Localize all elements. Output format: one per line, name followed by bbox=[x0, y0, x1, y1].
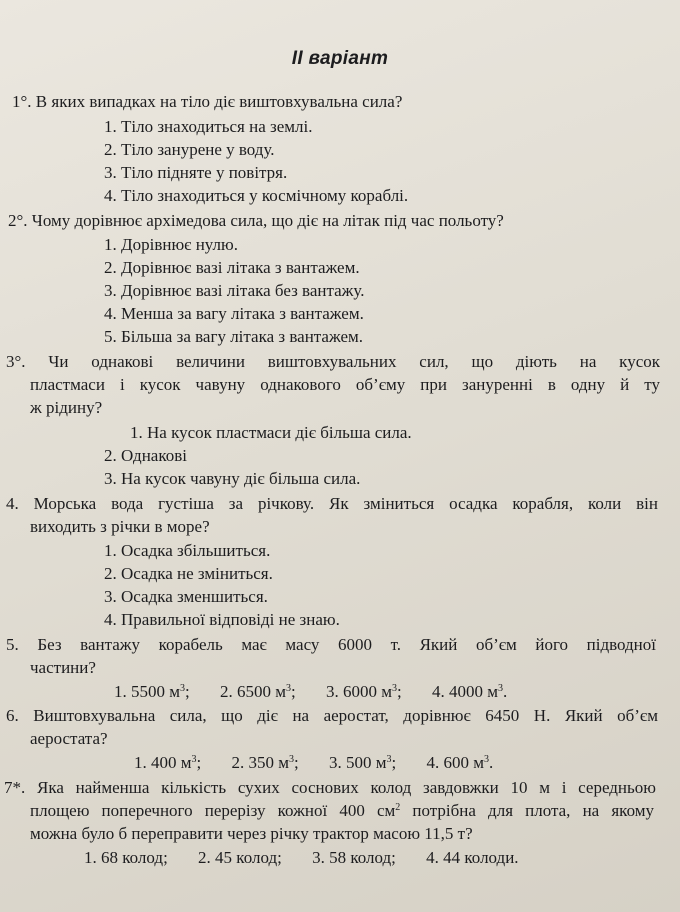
q7-option-4: 4. 44 колоди. bbox=[426, 848, 519, 867]
q6-option-1: 1. 400 $м^3$; bbox=[134, 753, 202, 772]
q2-option-3: 3. Дорівнює вазі літака без вантажу. bbox=[104, 281, 365, 300]
q7-option-1: 1. 68 колод; bbox=[84, 848, 168, 867]
q6-option-4: 4. 600 $м^3$. bbox=[426, 753, 494, 772]
question-3-line-3: ж рідину? bbox=[30, 398, 103, 417]
q4-option-2: 2. Осадка не зміниться. bbox=[104, 564, 273, 583]
question-3-line-1: 3°. Чи однакові величини виштовхувальних сил, що діють на кусок bbox=[6, 352, 660, 371]
question-1: 1°. В яких випадках на тіло діє виштовхувальна сила? bbox=[12, 92, 403, 111]
question-4-line-2: виходить з річки в море? bbox=[30, 517, 210, 536]
q1-option-2: 2. Тіло занурене у воду. bbox=[104, 140, 275, 159]
question-5-line-1: 5. Без вантажу корабель має масу 6000 т. Який об’єм його підводної bbox=[6, 635, 656, 654]
question-5-line-2: частини? bbox=[30, 658, 96, 677]
q6-option-3: 3. 500 $м^3$; bbox=[329, 753, 397, 772]
q2-option-1: 1. Дорівнює нулю. bbox=[104, 235, 238, 254]
q1-option-1: 1. Тіло знаходиться на землі. bbox=[104, 117, 313, 136]
q7-option-3: 3. 58 колод; bbox=[312, 848, 396, 867]
q3-option-1: 1. На кусок пластмаси діє більша сила. bbox=[130, 423, 412, 442]
question-3-line-2: пластмаси і кусок чавуну однакового об’єму при зануренні в одну й ту bbox=[30, 375, 660, 394]
q5-option-4: 4. 4000 $м^3$. bbox=[432, 682, 508, 701]
q5-option-2: 2. 6500 $м^3$; bbox=[220, 682, 296, 701]
q6-option-2: 2. 350 $м^3$; bbox=[231, 753, 299, 772]
q4-option-3: 3. Осадка зменшиться. bbox=[104, 587, 268, 606]
q3-option-2: 2. Однакові bbox=[104, 446, 187, 465]
question-6-line-1: 6. Виштовхувальна сила, що діє на аеростат, дорівнює 6450 Н. Який об’єм bbox=[6, 706, 658, 725]
q7-option-2: 2. 45 колод; bbox=[198, 848, 282, 867]
question-2: 2°. Чому дорівнює архімедова сила, що діє на літак під час польоту? bbox=[8, 211, 504, 230]
q3-option-3: 3. На кусок чавуну діє більша сила. bbox=[104, 469, 361, 488]
q5-option-1: 1. 5500 $м^3$; bbox=[114, 682, 190, 701]
q5-options bbox=[114, 682, 533, 702]
q1-option-4: 4. Тіло знаходиться у космічному кораблі. bbox=[104, 186, 409, 205]
question-7-line-3: можна було б переправити через річку трактор масою 11,5 т? bbox=[30, 824, 473, 843]
q2-option-5: 5. Більша за вагу літака з вантажем. bbox=[104, 327, 364, 346]
q1-option-3: 3. Тіло підняте у повітря. bbox=[104, 163, 288, 182]
q5-option-3: 3. 6000 $м^3$; bbox=[326, 682, 402, 701]
question-7-line-2: площею поперечного перерізу кожної 400 $см^2$ потрібна для плота, на якому bbox=[30, 801, 654, 820]
q2-option-2: 2. Дорівнює вазі літака з вантажем. bbox=[104, 258, 360, 277]
q4-option-1: 1. Осадка збільшиться. bbox=[104, 541, 271, 560]
question-7-line-1: 7*. Яка найменша кількість сухих соснових колод завдовжки 10 м і середньою bbox=[4, 778, 656, 797]
q7-options bbox=[84, 848, 545, 868]
page-title: II варіант bbox=[291, 48, 389, 69]
question-4-line-1: 4. Морська вода густіша за річкову. Як зміниться осадка корабля, коли він bbox=[6, 494, 658, 513]
q6-options bbox=[134, 753, 519, 773]
question-6-line-2: аеростата? bbox=[30, 729, 108, 748]
q2-option-4: 4. Менша за вагу літака з вантажем. bbox=[104, 304, 364, 323]
q4-option-4: 4. Правильної відповіді не знаю. bbox=[104, 610, 340, 629]
